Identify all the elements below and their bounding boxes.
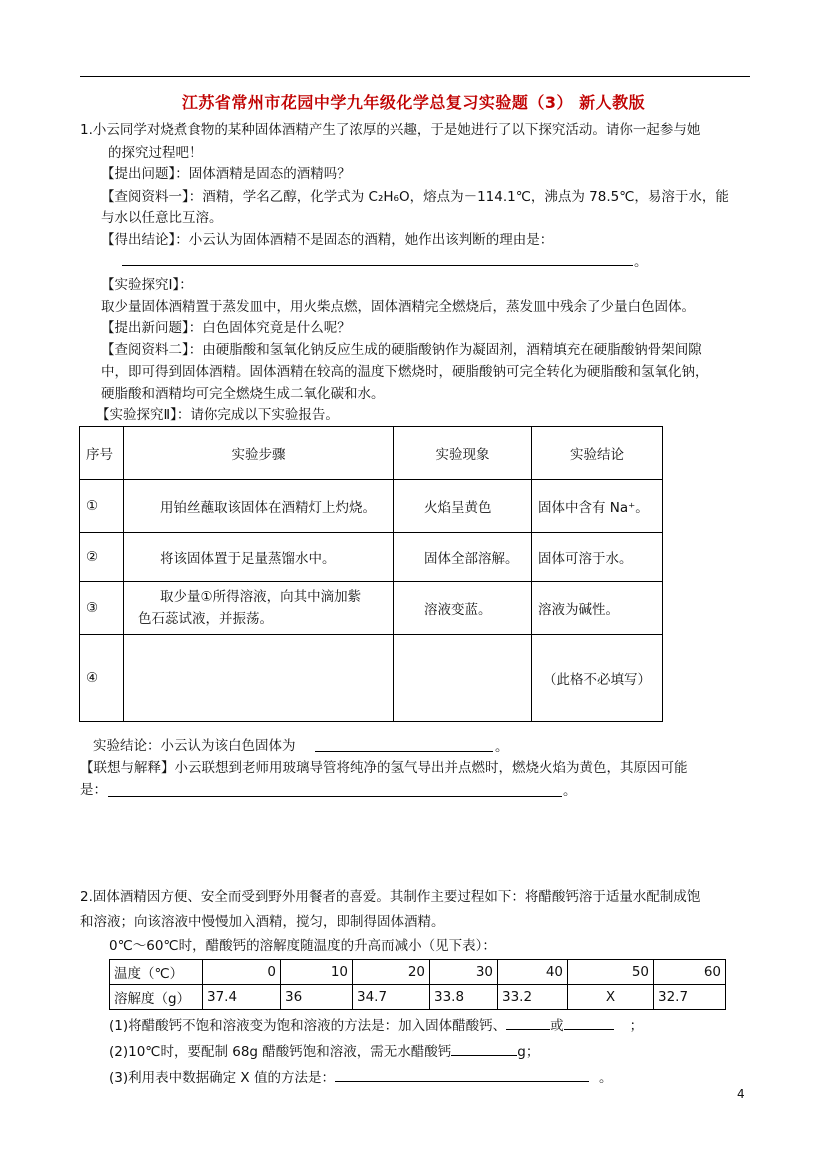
q2-sub2-text: (2)10℃时，要配制 68g 醋酸钙饱和溶液，需无水醋酸钙 [109,1044,452,1060]
q2-sub1-or: 或 [550,1018,564,1034]
solubility-cell: 32.7 [654,985,726,1010]
q1-question: 【提出问题】：固体酒精是固态的酒精吗？ [101,166,351,182]
q2-sub3 [109,1067,612,1088]
page-title: 江苏省常州市花园中学九年级化学总复习实验题（3） 新人教版 [181,93,646,112]
table-header-row [80,427,663,480]
q1-reference1-line2: 与水以任意比互溶。 [101,210,223,226]
q1-new-question: 【提出新问题】：白色固体究竟是什么呢？ [101,320,351,336]
q1-reference2-line2: 中，即可得到固体酒精。固体酒精在较高的温度下燃烧时，硬脂酸钠可完全转化为硬脂酸和氢氧化钠， [101,364,709,380]
row-step-line1: 取少量①所得溶液，向其中滴加紫 [160,589,362,605]
method-answer-blank-1[interactable] [506,1015,550,1030]
method-answer-blank-2[interactable] [564,1015,614,1030]
association-period: 。 [563,783,577,799]
row-observation: 溶液变蓝。 [394,582,532,635]
solubility-cell: 33.2 [498,985,568,1010]
row-step [124,582,394,635]
table-row [80,480,663,533]
temperature-cell: 10 [281,960,353,985]
method-x-answer-blank[interactable] [335,1067,589,1082]
header-number: 序号 [80,427,124,480]
temperature-cell: 0 [203,960,281,985]
association-line1: 【联想与解释】小云联想到老师用玻璃导管将纯净的氢气导出并点燃时，燃烧火焰为黄色，其原因可能 [80,760,688,776]
temperature-cell: 40 [498,960,568,985]
q1-reference2-line3: 硬脂酸和酒精均可完全燃烧生成二氧化碳和水。 [101,386,385,402]
reason-answer-blank[interactable] [108,796,562,797]
row-number: ① [80,480,124,533]
q1-experiment2-heading: 【实验探究Ⅱ】：请你完成以下实验报告。 [96,407,339,423]
row-step-blank[interactable] [124,635,394,722]
experiment-conclusion: 实验结论：小云认为该白色固体为 [93,738,296,754]
table-row [80,635,663,722]
solubility-cell: 34.7 [353,985,430,1010]
q2-sub1 [109,1015,643,1036]
q1-experiment1-body: 取少量固体酒精置于蒸发皿中，用火柴点燃，固体酒精完全燃烧后，蒸发皿中残余了少量白色固体。 [101,299,695,315]
row-observation-blank[interactable] [394,635,532,722]
q1-conclusion: 【得出结论】：小云认为固体酒精不是固态的酒精，她作出该判断的理由是： [101,232,554,248]
row-conclusion: 固体可溶于水。 [532,533,663,582]
q2-sub2 [109,1041,539,1062]
row-number: ② [80,533,124,582]
row-step: 将该固体置于足量蒸馏水中。 [124,533,394,582]
row-number: ③ [80,582,124,635]
row-conclusion: 固体中含有 Na⁺。 [532,480,663,533]
q2-sub3-text: (3)利用表中数据确定 X 值的方法是： [109,1070,335,1086]
q1-experiment1-heading: 【实验探究Ⅰ】： [101,277,193,293]
header-observation: 实验现象 [394,427,532,480]
solubility-cell-unknown: X [568,985,654,1010]
temperature-row [110,960,726,985]
solubility-table [109,959,726,1010]
q2-intro-line2: 和溶液；向该溶液中慢慢加入酒精，搅匀，即制得固体酒精。 [80,914,445,930]
row-number: ④ [80,635,124,722]
solubility-label: 溶解度（g） [110,985,203,1010]
q1-intro-line2: 的探究过程吧！ [108,145,203,161]
conclusion-answer-blank[interactable] [122,265,633,266]
row-conclusion: 溶液为碱性。 [532,582,663,635]
temperature-label: 温度（℃） [110,960,203,985]
white-solid-answer-blank[interactable] [315,751,493,752]
row-observation: 固体全部溶解。 [394,533,532,582]
mass-answer-blank[interactable] [451,1041,517,1056]
q2-sub1-text: (1)将醋酸钙不饱和溶液变为饱和溶液的方法是：加入固体醋酸钙、 [109,1018,507,1034]
experiment-conclusion-period: 。 [495,739,509,755]
table-row [80,533,663,582]
conclusion-period: 。 [634,254,648,270]
solubility-cell: 37.4 [203,985,281,1010]
solubility-cell: 33.8 [430,985,498,1010]
temperature-cell: 50 [568,960,654,985]
row-step: 用铂丝蘸取该固体在酒精灯上灼烧。 [124,480,394,533]
page-number: 4 [737,1087,745,1101]
q2-intro-line1: 2.固体酒精因方便、安全而受到野外用餐者的喜爱。其制作主要过程如下：将醋酸钙溶于适量水配制成饱 [80,889,701,905]
experiment-report-table [79,426,663,722]
q2-solubility-range: 0℃～60℃时，醋酸钙的溶解度随温度的升高而减小（见下表）： [109,938,496,954]
table-row [80,582,663,635]
q1-intro-line1: 1.小云同学对烧煮食物的某种固体酒精产生了浓厚的兴趣，于是她进行了以下探究活动。请你一起参与她 [80,122,701,138]
q1-reference1-line1: 【查阅资料一】：酒精，学名乙醇，化学式为 C₂H₆O，熔点为－114.1℃，沸点为 78.5℃，易溶于水，能 [101,189,729,205]
solubility-cell: 36 [281,985,353,1010]
row-observation: 火焰呈黄色 [394,480,532,533]
temperature-cell: 30 [430,960,498,985]
row-step-line2: 色石蕊试液，并振荡。 [138,611,273,627]
header-conclusion: 实验结论 [532,427,663,480]
solubility-row [110,985,726,1010]
q2-sub3-end: 。 [598,1070,613,1086]
temperature-cell: 60 [654,960,726,985]
q2-sub2-unit: g； [517,1044,540,1060]
header-step: 实验步骤 [124,427,394,480]
q1-reference2-line1: 【查阅资料二】：由硬脂酸和氢氧化钠反应生成的硬脂酸钠作为凝固剂，酒精填充在硬脂酸钠骨架间隙 [101,342,702,358]
temperature-cell: 20 [353,960,430,985]
header-rule [80,76,750,77]
q2-sub1-end: ； [629,1018,644,1034]
row-conclusion: （此格不必填写） [532,635,663,722]
association-line2: 是： [80,782,107,798]
